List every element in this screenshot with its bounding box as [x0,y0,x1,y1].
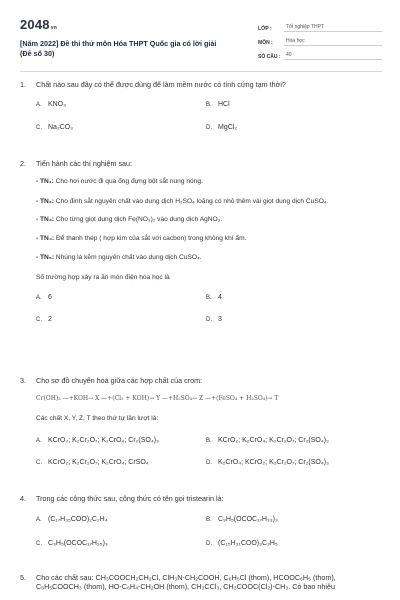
question-stem [20,159,380,168]
option-text: KNO₃ [48,101,67,109]
option-c[interactable] [36,458,206,468]
document-header [20,0,382,72]
experiment-1 [36,178,380,187]
option-letter: B. [206,517,212,524]
option-text: C₃H₅(OCOC₁₇H₃₃)₃ [218,516,278,524]
experiment-tag: - TN₄: [36,234,55,242]
question-1 [20,80,380,133]
option-letter: D. [206,317,212,324]
question-text: Chất nào sau đây có thể được dùng để làm mềm nước có tính cứng tạm thời? [36,80,286,89]
option-letter: A. [36,437,42,444]
document-title [20,39,258,58]
option-d[interactable] [206,123,376,133]
option-letter: B. [206,437,212,444]
question-stem [20,80,380,89]
experiment-2 [36,196,380,207]
option-letter: C. [36,541,42,548]
option-list [36,293,380,325]
experiment-text: Nhúng lá kẽm nguyên chất vào dung dịch CuSO₄. [54,254,202,262]
option-b[interactable] [206,436,376,446]
question-text-line-1: Cho các chất sau: CH₃COOCH₂CH₂Cl, ClH₃N-CH₂COOH, C₆H₅Cl (thom), HCOOC₆H₅ (thom), [36,573,336,582]
option-text: 3 [218,316,222,324]
option-b[interactable] [206,515,376,525]
question-text-line-2: C₆H₅COOCH₃ (thom), HO-C₆H₄-CH₂OH (thom), CH₃CCl₃, CH₃COOC(Cl₂)-CH₃. Có bao nhiêu [36,582,336,592]
option-d[interactable] [206,539,376,549]
option-letter: C. [36,459,42,466]
meta-label: MÔN : [258,39,273,46]
option-text: HCl [218,101,230,109]
question-prompt: Các chất X, Y, Z, T theo thứ tự lần lượt là: [36,415,159,423]
option-text: 6 [48,294,52,302]
question-text [36,573,380,592]
option-text: 2 [48,316,52,324]
option-d[interactable] [206,458,376,468]
option-letter: A. [36,295,42,302]
experiment-text: Cho hơi nước đi qua ống đựng bột sắt nung nóng. [53,178,203,186]
option-list [36,100,380,133]
option-c[interactable] [36,123,206,133]
question-stem [20,494,380,503]
option-letter: D. [206,459,212,466]
option-text: 4 [218,294,222,302]
question-text: Tiến hành các thí nghiệm sau: [36,159,133,168]
logo-suffix: vn [50,25,57,31]
reaction-scheme: Cr(OH)₃ —+KOH→ X —+(Cl₂ + KOH)→ Y —+H₂SO₄→ Z —+(FeSO₄ + H₂SO₄)→ T [36,395,279,403]
option-a[interactable] [36,515,206,525]
option-text: KCrO₂; K₂Cr₂O₇; K₂CrO₄; Cr₂(SO₄)₃ [48,436,159,444]
meta-label: LỚP : [258,25,272,32]
experiment-text: Cho đinh sắt nguyên chất vào dung dịch H₂SO₄ loãng có nhỏ thêm vài giọt dung dịch CuSO₄. [53,197,329,205]
question-number: 3. [20,376,26,385]
experiment-tag: - TN₃: [36,216,55,224]
option-text: (C₁₅H₃₁COO)₃C₃H₅ [218,540,278,548]
meta-box [258,18,382,71]
title-line-2: (Đề số 30) [20,48,55,58]
experiment-text: Để thanh thép ( hợp kim của sắt với cacbon) trong không khí ẩm. [54,234,247,242]
question-number: 2. [20,159,26,168]
meta-value: Hóa học [284,38,382,47]
question-text: Cho sơ đồ chuyển hoá giữa các hợp chất của crom: [36,376,203,385]
option-d[interactable] [206,315,376,325]
option-b[interactable] [206,100,376,110]
option-letter: D. [206,125,212,132]
option-text: KCrO₂; K₂Cr₂O₇; K₂CrO₄; CrSO₄ [48,458,149,466]
question-stem [20,573,380,592]
meta-label: SỐ CÂU : [258,53,281,60]
question-5 [20,573,380,592]
option-a[interactable] [36,436,206,446]
question-prompt: Số trường hợp xảy ra ăn mòn điện hóa học là [36,273,170,281]
meta-row-class [258,18,382,32]
option-text: K₂CrO₄; KCrO₂; K₂Cr₂O₇; Cr₂(SO₄)₃ [218,458,329,466]
logo-text: 2048 [20,17,50,32]
option-letter: D. [206,541,212,548]
experiment-tag: - TN₅: [36,254,55,262]
meta-row-subject [258,32,382,46]
question-number: 1. [20,80,26,89]
option-letter: C. [36,125,42,132]
option-b[interactable] [206,293,376,303]
question-stem [20,376,380,385]
option-text: MgCl₂ [218,124,238,132]
experiment-3 [36,216,380,225]
option-c[interactable] [36,315,206,325]
question-2 [20,159,380,325]
site-logo[interactable] [20,17,258,34]
experiment-text: Cho từng giọt dung dịch Fe(NO₃)₂ vào dung dịch AgNO₃. [54,216,223,224]
option-a[interactable] [36,100,206,110]
experiment-5 [36,254,380,263]
experiment-tag: - TN₁: [36,178,54,186]
question-text: Trong các công thức sau, công thức có tên gọi tristearin là: [36,494,224,503]
meta-row-count [258,46,382,60]
meta-value: Tốt nghiệp THPT [284,24,382,33]
header-left [20,17,258,71]
question-4 [20,494,380,549]
option-list [36,515,380,549]
option-list [36,436,380,468]
option-text: C₃H₅(OCOC₁₇H₃₅)₃ [48,540,108,548]
title-line-1: [Năm 2022] Đề thi thử môn Hóa THPT Quốc gia có lời giải [20,38,217,48]
option-text: (C₁₇H₃₅COO)₂C₂H₄ [48,516,108,524]
experiment-tag: - TN₂: [36,197,54,205]
experiment-4 [36,235,380,244]
option-text: Na₂CO₃ [48,124,74,132]
option-letter: C. [36,317,42,324]
option-letter: A. [36,517,42,524]
option-letter: A. [36,102,42,109]
question-number: 5. [20,573,26,582]
option-c[interactable] [36,539,206,549]
option-text: KCrO₂; K₂CrO₄; K₂Cr₂O₇; Cr₂(SO₄)₃ [218,436,329,444]
option-letter: B. [206,102,212,109]
meta-value: 40 [284,52,382,61]
option-a[interactable] [36,293,206,303]
question-3 [20,376,380,467]
option-letter: B. [206,295,212,302]
question-number: 4. [20,494,26,503]
